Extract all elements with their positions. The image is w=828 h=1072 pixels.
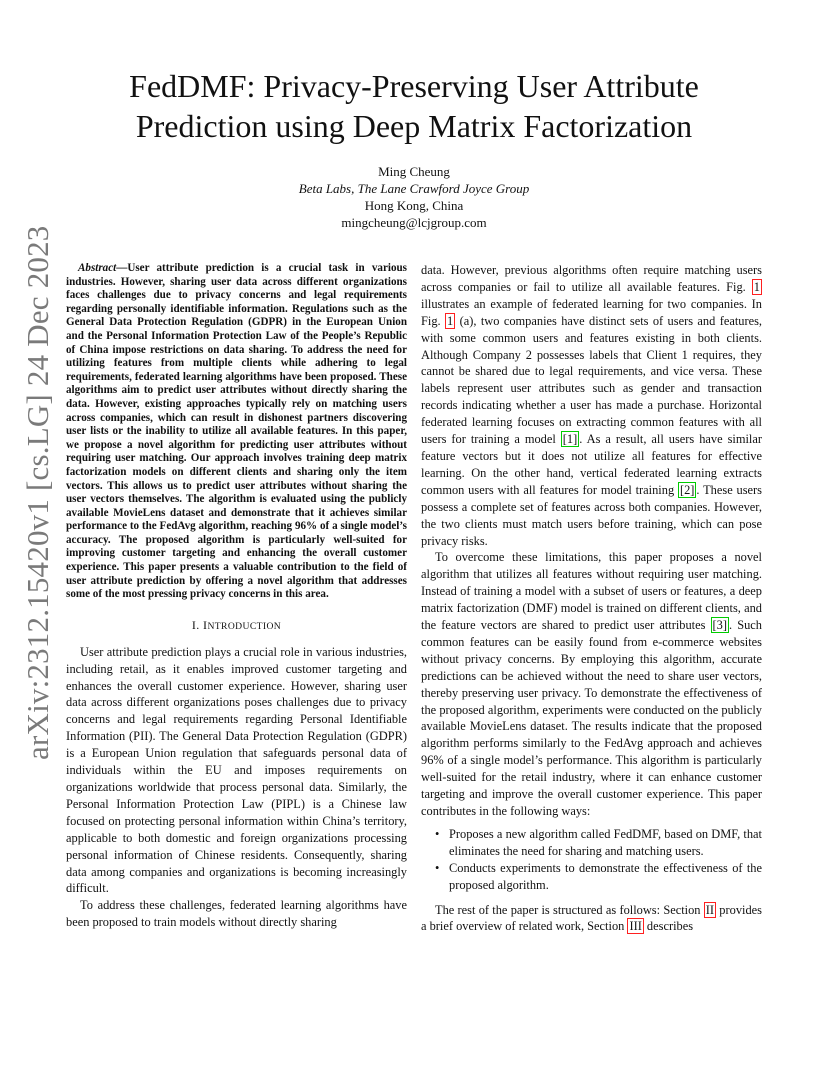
body-paragraph-2 <box>421 549 762 820</box>
text-span: illustrates an example of federated learning for two companies. In Fig. <box>421 296 762 328</box>
text-span: To overcome these limitations, this paper proposes a novel algorithm that utilizes all features without requiring user matching. Instead of training a model with a subset of users or features, a deep matrix factorization (DMF) model is trained on different clients, and the feature vectors are shared to predict user attributes <box>421 550 762 633</box>
list-item <box>421 826 762 860</box>
text-span: . These users possess a complete set of features across both companies. However, the two clients must match users before training, which can pose privacy risks. <box>421 482 762 548</box>
abstract <box>66 262 407 602</box>
citation-link[interactable]: [2] <box>679 482 695 497</box>
figure-link[interactable]: 1 <box>753 279 760 294</box>
bullet-icon: • <box>435 860 440 875</box>
contribution-list <box>421 826 762 894</box>
author-block <box>60 163 768 231</box>
section-heading-number: I. I <box>191 617 208 632</box>
right-column <box>421 262 762 935</box>
citation-link[interactable]: [1] <box>562 432 578 447</box>
section-link[interactable]: III <box>629 919 642 934</box>
author-location: Hong Kong, China <box>364 198 464 213</box>
text-span: (a), two companies have distinct sets of users and features, with some common users and features existing in both clients. Although Company 2 possesses labels that Client 1 requires, they cannot be shared due to legal requirements, and vice versa. These labels represent user attributes such as gender and transaction records indicating whether a user has made a purchase. Horizontal federated learning focuses on extracting common features with all users for training a model <box>421 313 763 447</box>
text-span: describes <box>643 919 694 934</box>
author-affiliation: Beta Labs, The Lane Crawford Joyce Group <box>298 181 530 196</box>
section-link[interactable]: II <box>705 902 715 917</box>
bullet-icon: • <box>435 826 440 841</box>
figure-link[interactable]: 1 <box>447 313 454 328</box>
text-span: provides a brief overview of related work, Section <box>421 902 762 934</box>
list-item <box>421 860 762 894</box>
body-paragraph-3 <box>421 902 762 936</box>
abstract-label: Abstract <box>78 262 117 274</box>
arxiv-identifier: arXiv:2312.15420v1 [cs.LG] 24 Dec 2023 <box>20 225 55 760</box>
body-paragraph-1 <box>421 262 762 549</box>
list-item-text: Proposes a new algorithm called FedDMF, based on DMF, that eliminates the need for sharing and matching users. <box>449 826 762 858</box>
list-item-text: Conducts experiments to demonstrate the effectiveness of the proposed algorithm. <box>449 860 762 892</box>
title-line-1: FedDMF: Privacy-Preserving User Attribute <box>129 68 699 104</box>
author-name: Ming Cheung <box>378 164 450 179</box>
section-heading-introduction <box>66 617 407 636</box>
citation-link[interactable]: [3] <box>712 618 727 633</box>
text-span: data. However, previous algorithms often require matching users across companies or fail to utilize all available features. Fig. <box>421 263 762 294</box>
paper-title <box>60 66 768 146</box>
abstract-text: —User attribute prediction is a crucial task in various industries. However, sharing user data across different organizations faces challenges due to privacy concerns and legal requirements regarding personally identifiable information. Regulations such as the General Data Protection Regulation (GDPR) in the European Union and the Personal Information Protection Law of the People’s Republic of China impose restrictions on data sharing. To address the need for utilizing features from multiple clients while adhering to legal requirements, federated learning algorithms have been proposed. These algorithms aim to predict user attributes without directly sharing the data. However, existing approaches typically rely on matching users across companies, which can result in dishonest partners discovering user lists or the inability to utilize all available features. In this paper, we propose a novel algorithm for predicting user attributes without requiring user matching. Our approach involves training deep matrix factorization models on different clients and sharing only the item vectors. This allows us to predict user attributes without sharing the user vectors themselves. The algorithm is evaluated using the publicly available MovieLens dataset and demonstrate that it achieves similar performance to the FedAvg algorithm, reaching 96% of a single model’s accuracy. The proposed algorithm is particularly well-suited for improving customer targeting and enhancing the overall customer experience. This paper presents a valuable contribution to the field of user attribute prediction by offering a novel algorithm that addresses some of the most pressing privacy concerns in this area. <box>66 262 407 601</box>
intro-paragraph-1: User attribute prediction plays a crucial role in various industries, including retail, as it enables improved customer targeting and enhances the overall customer experience. However, sharing user data across different organizations poses challenges due to privacy concerns and legal requirements regarding Personal Identifiable Information (PII). The General Data Protection Regulation (GDPR) is a European Union regulation that safeguards personal data of individuals within the EU and imposes requirements on organizations worldwide that process personal data. Similarly, the Personal Information Protection Law (PIPL) is a Chinese law focused on protecting personal information within China’s territory, applicable to both domestic and foreign organizations processing personal information of Chinese residents. Consequently, sharing data among companies and organizations is becoming increasingly difficult. <box>66 644 407 896</box>
intro-paragraph-2: To address these challenges, federated learning algorithms have been proposed to train models without directly sharing <box>66 898 407 930</box>
title-line-2: Prediction using Deep Matrix Factorization <box>135 108 693 144</box>
section-heading-smallcaps: NTRODUCTION <box>207 620 282 632</box>
text-span: . Such common features can be easily found from e-commerce websites without privacy concerns. By employing this algorithm, accurate predictions can be achieved without the need to share user vectors, thereby preserving user privacy. To demonstrate the effectiveness of the proposed algorithm, experiments were conducted on the publicly available MovieLens dataset. The results indicate that the proposed algorithm performs similarly to the FedAvg approach and achieves 96% of a single model’s performance. This algorithm is particularly well-suited for the retail industry, where it can enhance customer targeting and improve the overall customer experience. This paper contributes in the following ways: <box>421 618 762 818</box>
left-column <box>66 262 407 931</box>
author-email: mingcheung@lcjgroup.com <box>341 215 487 230</box>
text-span: The rest of the paper is structured as follows: Section <box>435 902 704 917</box>
text-span: . As a result, all users have similar feature vectors but it does not utilize all features for effective learning. On the other hand, vertical federated learning extracts common users with all features for model training <box>421 432 762 497</box>
